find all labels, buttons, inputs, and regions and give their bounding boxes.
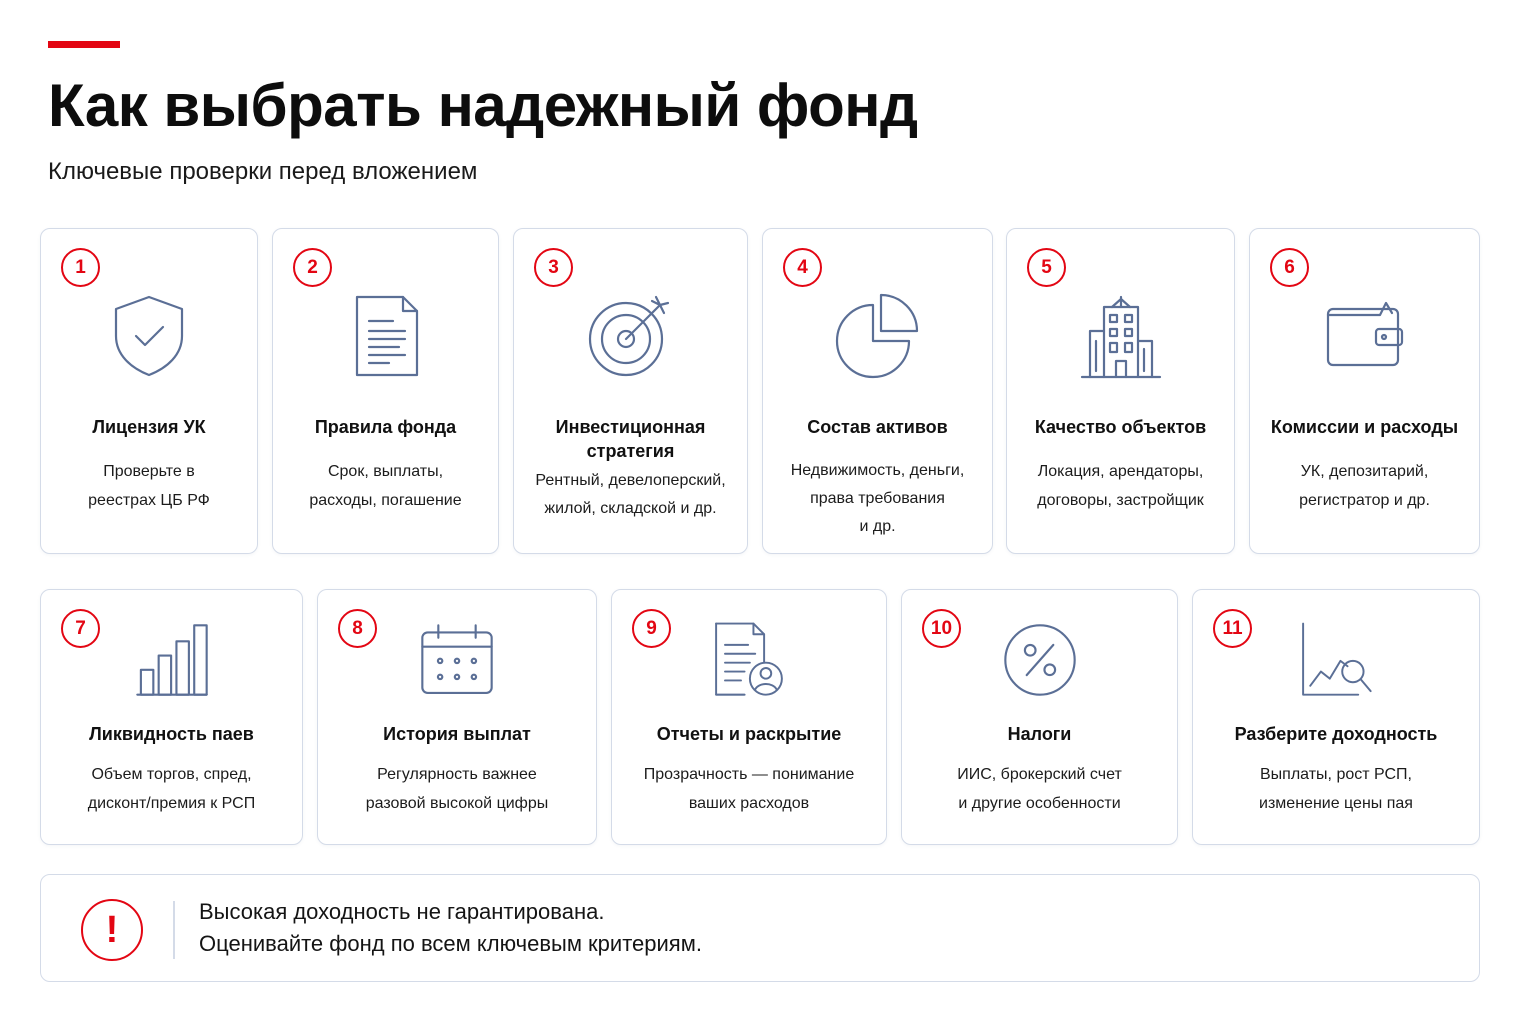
card-number-badge: 7 [61,609,100,648]
card-fund-rules [272,228,499,554]
card-text: УК, депозитарий, регистратор и др. [1299,463,1430,509]
card-fees [1249,228,1480,554]
card-text: Прозрачность — понимание ваших расходов [643,766,855,812]
warning-icon: ! [81,899,143,961]
card-number-badge: 8 [338,609,377,648]
page-title: Как выбрать надежный фонд [48,72,918,139]
card-yield [1192,589,1480,845]
card-text: Объем торгов, спред, дисконт/премия к РСП [87,766,256,812]
card-liquidity [40,589,303,845]
card-text: Рентный, девелоперский, жилой, складской и др. [535,472,726,517]
target-icon [586,291,676,381]
accent-bar [48,41,120,48]
card-title: Лицензия УК [92,417,206,437]
card-title: История выплат [383,724,531,744]
shield-check-icon [104,291,194,381]
card-title: Инвестиционная стратегия [555,417,706,461]
card-number-badge: 5 [1027,248,1066,287]
document-icon [341,291,431,381]
card-number-badge: 3 [534,248,573,287]
building-icon [1076,291,1166,381]
card-text: Регулярность важнее разовой высокой цифры [365,766,549,812]
pie-chart-icon [833,291,923,381]
card-number-badge: 1 [61,248,100,287]
card-title: Разберите доходность [1234,724,1438,744]
card-title: Состав активов [807,417,948,437]
card-number-badge: 6 [1270,248,1309,287]
chart-magnifier-icon [1296,620,1376,700]
card-number-badge: 4 [783,248,822,287]
report-user-icon [709,620,789,700]
card-title: Качество объектов [1034,417,1207,437]
calendar-icon [417,620,497,700]
card-payout-history [317,589,597,845]
card-title: Правила фонда [314,417,457,437]
card-text: Выплаты, рост РСП, изменение цены пая [1259,766,1413,812]
card-number-badge: 9 [632,609,671,648]
warning-banner [40,874,1480,982]
bar-chart-icon [132,620,212,700]
warning-line-2: Оценивайте фонд по всем ключевым критериям. [199,931,702,956]
divider [173,901,175,959]
card-strategy [513,228,748,554]
card-property-quality [1006,228,1235,554]
card-number-badge: 11 [1213,609,1252,648]
card-title: Отчеты и раскрытие [656,724,842,744]
card-text: Локация, арендаторы, договоры, застройщик [1037,463,1204,509]
card-number-badge: 10 [922,609,961,648]
page-subtitle: Ключевые проверки перед вложением [48,158,478,185]
card-text: ИИС, брокерский счет и другие особенности [957,766,1122,812]
card-reports [611,589,887,845]
card-number-badge: 2 [293,248,332,287]
card-title: Налоги [1007,724,1072,744]
wallet-icon [1320,291,1410,381]
card-assets [762,228,993,554]
card-license [40,228,258,554]
card-text: Проверьте в реестрах ЦБ РФ [88,463,210,509]
card-text: Недвижимость, деньги, права требования и др. [790,462,965,535]
percent-icon [1000,620,1080,700]
warning-line-1: Высокая доходность не гарантирована. [199,899,605,924]
card-taxes [901,589,1178,845]
card-title: Ликвидность паев [89,724,254,744]
card-text: Срок, выплаты, расходы, погашение [309,463,462,509]
card-title: Комиссии и расходы [1270,417,1459,437]
